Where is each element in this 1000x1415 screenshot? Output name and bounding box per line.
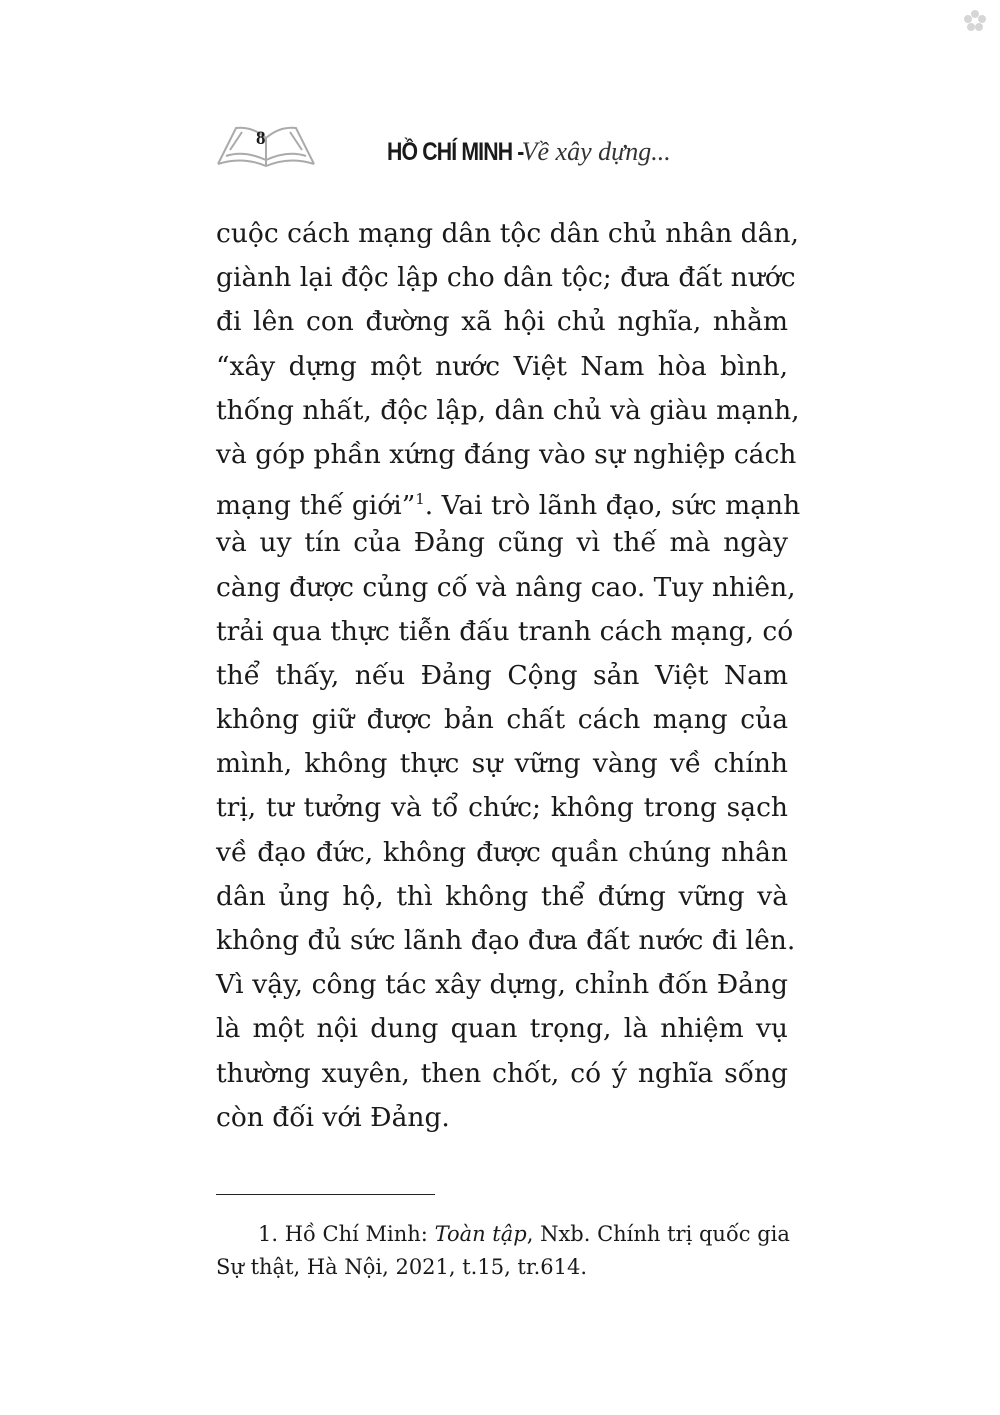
text-line: mình, không thực sự vững vàng về chính bbox=[216, 748, 788, 780]
text-line: và góp phần xứng đáng vào sự nghiệp cách bbox=[216, 438, 797, 470]
footnote-line: Sự thật, Hà Nội, 2021, t.15, tr.614. bbox=[216, 1255, 588, 1279]
text-line: giành lại độc lập cho dân tộc; đưa đất nước bbox=[216, 262, 796, 294]
footnote-divider bbox=[216, 1194, 435, 1195]
running-header bbox=[387, 137, 671, 167]
footnote-line bbox=[216, 1218, 788, 1251]
text-line: trải qua thực tiễn đấu tranh cách mạng, có bbox=[216, 615, 794, 647]
footnote-number: 1. bbox=[258, 1222, 285, 1246]
text-line: càng được củng cố và nâng cao. Tuy nhiên, bbox=[216, 571, 796, 603]
footnote-author: Hồ Chí Minh: bbox=[284, 1222, 435, 1246]
text-line: Vì vậy, công tác xây dựng, chỉnh đốn Đảng bbox=[216, 969, 788, 1001]
open-book-icon bbox=[214, 122, 318, 172]
text-segment: mạng thế giới” bbox=[216, 489, 416, 521]
text-line: và uy tín của Đảng cũng vì thế mà ngày bbox=[216, 527, 788, 559]
text-line: thường xuyên, then chốt, có ý nghĩa sống bbox=[216, 1057, 788, 1089]
text-line bbox=[216, 477, 801, 521]
text-line: đi lên con đường xã hội chủ nghĩa, nhằm bbox=[216, 306, 788, 338]
flower-icon bbox=[962, 8, 988, 34]
footnote bbox=[216, 1218, 788, 1284]
text-line: không giữ được bản chất cách mạng của bbox=[216, 704, 788, 736]
page-number: 8 bbox=[256, 128, 266, 149]
text-line: “xây dựng một nước Việt Nam hòa bình, bbox=[216, 350, 788, 382]
running-title: HỒ CHÍ MINH - bbox=[387, 138, 524, 166]
footnote-reference[interactable]: 1 bbox=[415, 490, 425, 509]
text-line: về đạo đức, không được quần chúng nhân bbox=[216, 836, 788, 868]
text-line: cuộc cách mạng dân tộc dân chủ nhân dân, bbox=[216, 218, 799, 249]
running-subtitle: Về xây dựng... bbox=[521, 137, 671, 166]
text-line: thống nhất, độc lập, dân chủ và giàu mạnh, bbox=[216, 394, 800, 426]
text-segment: . Vai trò lãnh đạo, sức mạnh bbox=[424, 489, 801, 521]
text-line: trị, tư tưởng và tổ chức; không trong sạch bbox=[216, 792, 788, 824]
text-line: không đủ sức lãnh đạo đưa đất nước đi lên. bbox=[216, 925, 796, 956]
text-line: còn đối với Đảng. bbox=[216, 1101, 450, 1133]
text-line: là một nội dung quan trọng, là nhiệm vụ bbox=[216, 1013, 788, 1045]
text-line: thể thấy, nếu Đảng Cộng sản Việt Nam bbox=[216, 659, 788, 691]
footnote-text: , Nxb. Chính trị quốc gia bbox=[526, 1222, 790, 1246]
text-line: dân ủng hộ, thì không thể đứng vững và bbox=[216, 880, 788, 912]
footnote-title: Toàn tập bbox=[434, 1222, 527, 1246]
body-text bbox=[216, 212, 801, 1140]
